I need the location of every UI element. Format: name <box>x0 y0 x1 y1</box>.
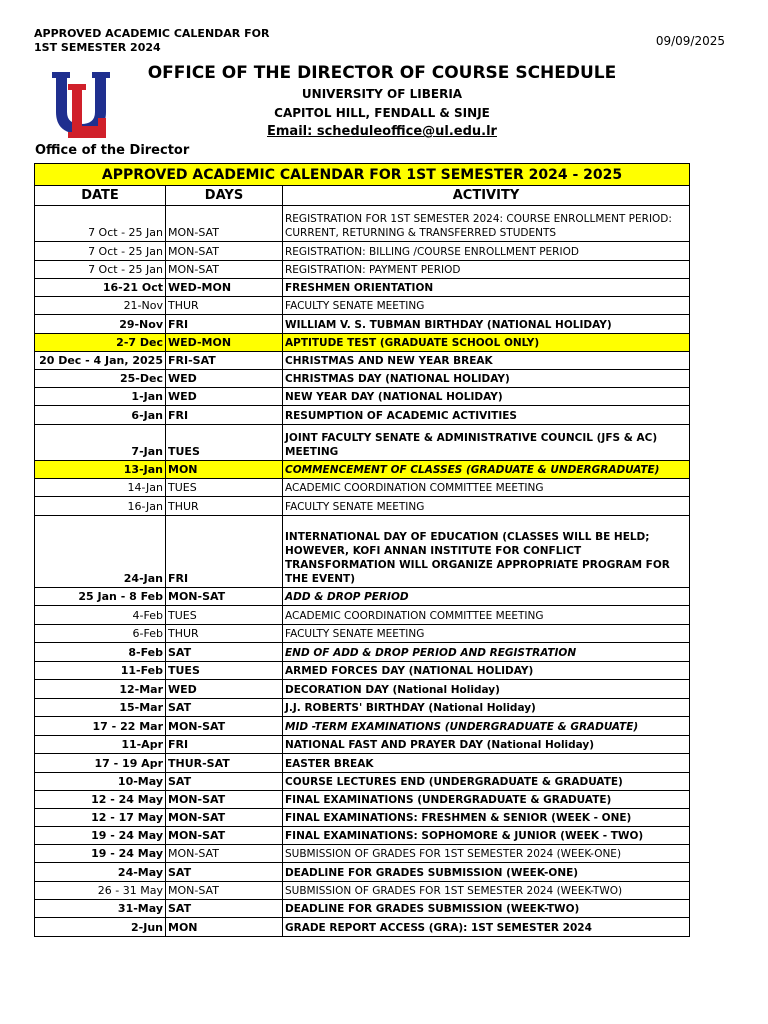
days-cell: MON-SAT <box>166 845 283 863</box>
date-cell: 19 - 24 May <box>35 845 166 863</box>
date-cell: 25 Jan - 8 Feb <box>35 588 166 606</box>
activity-cell: JOINT FACULTY SENATE & ADMINISTRATIVE COUNCIL (JFS & AC) MEETING <box>283 425 690 461</box>
table-row <box>35 754 690 773</box>
activity-cell: J.J. ROBERTS' BIRTHDAY (National Holiday) <box>283 699 690 717</box>
activity-cell: GRADE REPORT ACCESS (GRA): 1ST SEMESTER 2024 <box>283 918 690 937</box>
table-row <box>35 809 690 827</box>
table-row <box>35 479 690 497</box>
date-cell: 11-Feb <box>35 662 166 680</box>
activity-cell: WILLIAM V. S. TUBMAN BIRTHDAY (NATIONAL HOLIDAY) <box>283 315 690 334</box>
days-cell: MON-SAT <box>166 206 283 242</box>
date-cell: 19 - 24 May <box>35 827 166 845</box>
activity-cell: EASTER BREAK <box>283 754 690 773</box>
days-cell: WED-MON <box>166 334 283 352</box>
activity-cell: NEW YEAR DAY (NATIONAL HOLIDAY) <box>283 388 690 406</box>
activity-cell: CHRISTMAS DAY (NATIONAL HOLIDAY) <box>283 370 690 388</box>
activity-cell: DEADLINE FOR GRADES SUBMISSION (WEEK-ONE) <box>283 863 690 882</box>
email-link[interactable]: Email: scheduleoffice@ul.edu.lr <box>267 124 497 139</box>
days-cell: TUES <box>166 425 283 461</box>
days-cell: FRI <box>166 516 283 588</box>
table-row <box>35 334 690 352</box>
university-name: UNIVERSITY OF LIBERIA <box>301 87 463 101</box>
activity-cell: FACULTY SENATE MEETING <box>283 625 690 643</box>
activity-cell: REGISTRATION: PAYMENT PERIOD <box>283 261 690 279</box>
table-row <box>35 261 690 279</box>
table-row <box>35 773 690 791</box>
activity-cell: MID -TERM EXAMINATIONS (UNDERGRADUATE & GRADUATE) <box>283 717 690 736</box>
days-cell: MON <box>166 918 283 937</box>
activity-cell: DECORATION DAY (National Holiday) <box>283 680 690 699</box>
table-row <box>35 699 690 717</box>
date-cell: 7-Jan <box>35 425 166 461</box>
days-cell: SAT <box>166 900 283 918</box>
activity-cell: ACADEMIC COORDINATION COMMITTEE MEETING <box>283 606 690 625</box>
activity-cell: FRESHMEN ORIENTATION <box>283 279 690 297</box>
activity-cell: REGISTRATION: BILLING /COURSE ENROLLMENT PERIOD <box>283 242 690 261</box>
days-cell: WED <box>166 388 283 406</box>
days-cell: MON-SAT <box>166 261 283 279</box>
days-cell: THUR <box>166 497 283 516</box>
activity-cell: DEADLINE FOR GRADES SUBMISSION (WEEK-TWO) <box>283 900 690 918</box>
days-cell: WED <box>166 370 283 388</box>
date-cell: 26 - 31 May <box>35 882 166 900</box>
table-row <box>35 516 690 588</box>
activity-cell: COMMENCEMENT OF CLASSES (GRADUATE & UNDERGRADUATE) <box>283 461 690 479</box>
table-row <box>35 497 690 516</box>
table-row <box>35 206 690 242</box>
days-cell: SAT <box>166 863 283 882</box>
table-row <box>35 717 690 736</box>
document-heading <box>34 27 269 55</box>
date-cell: 8-Feb <box>35 643 166 662</box>
table-row <box>35 370 690 388</box>
days-cell: MON-SAT <box>166 791 283 809</box>
days-cell: TUES <box>166 662 283 680</box>
table-title: APPROVED ACADEMIC CALENDAR FOR 1ST SEMESTER 2024 - 2025 <box>35 164 690 186</box>
table-row <box>35 425 690 461</box>
days-cell: MON-SAT <box>166 717 283 736</box>
days-cell: MON-SAT <box>166 588 283 606</box>
date-cell: 17 - 19 Apr <box>35 754 166 773</box>
date-cell: 12-Mar <box>35 680 166 699</box>
days-cell: MON-SAT <box>166 809 283 827</box>
days-cell: MON-SAT <box>166 242 283 261</box>
table-header-row <box>35 186 690 206</box>
days-cell: FRI <box>166 406 283 425</box>
activity-cell: CHRISTMAS AND NEW YEAR BREAK <box>283 352 690 370</box>
office-label: Office of the Director <box>35 143 190 158</box>
print-date: 09/09/2025 <box>655 34 725 48</box>
days-cell: MON-SAT <box>166 827 283 845</box>
table-row <box>35 606 690 625</box>
date-cell: 14-Jan <box>35 479 166 497</box>
table-row <box>35 388 690 406</box>
days-cell: FRI <box>166 736 283 754</box>
days-cell: FRI-SAT <box>166 352 283 370</box>
date-cell: 25-Dec <box>35 370 166 388</box>
days-cell: THUR-SAT <box>166 754 283 773</box>
table-row <box>35 315 690 334</box>
date-cell: 24-Jan <box>35 516 166 588</box>
days-cell: WED-MON <box>166 279 283 297</box>
date-cell: 1-Jan <box>35 388 166 406</box>
date-cell: 11-Apr <box>35 736 166 754</box>
date-cell: 6-Feb <box>35 625 166 643</box>
heading-line-2: 1ST SEMESTER 2024 <box>34 41 161 54</box>
date-cell: 12 - 24 May <box>35 791 166 809</box>
activity-cell: END OF ADD & DROP PERIOD AND REGISTRATION <box>283 643 690 662</box>
date-cell: 10-May <box>35 773 166 791</box>
activity-cell: SUBMISSION OF GRADES FOR 1ST SEMESTER 2024 (WEEK-ONE) <box>283 845 690 863</box>
activity-cell: INTERNATIONAL DAY OF EDUCATION (CLASSES WILL BE HELD; HOWEVER, KOFI ANNAN INSTITUTE FOR CONFLICT TRANSFORMATION WILL ORGANIZE APPROPRIATE PROGRAM FOR THE EVENT) <box>283 516 690 588</box>
table-row <box>35 900 690 918</box>
table-row <box>35 242 690 261</box>
date-cell: 31-May <box>35 900 166 918</box>
activity-cell: FACULTY SENATE MEETING <box>283 297 690 315</box>
activity-cell: APTITUDE TEST (GRADUATE SCHOOL ONLY) <box>283 334 690 352</box>
date-cell: 16-Jan <box>35 497 166 516</box>
days-cell: SAT <box>166 773 283 791</box>
table-row <box>35 643 690 662</box>
days-cell: SAT <box>166 643 283 662</box>
days-cell: THUR <box>166 297 283 315</box>
date-cell: 15-Mar <box>35 699 166 717</box>
table-row <box>35 680 690 699</box>
days-cell: TUES <box>166 606 283 625</box>
column-header-days: DAYS <box>166 186 283 206</box>
table-row <box>35 297 690 315</box>
date-cell: 29-Nov <box>35 315 166 334</box>
date-cell: 2-7 Dec <box>35 334 166 352</box>
heading-line-1: APPROVED ACADEMIC CALENDAR FOR <box>34 27 270 40</box>
activity-cell: NATIONAL FAST AND PRAYER DAY (National Holiday) <box>283 736 690 754</box>
table-row <box>35 352 690 370</box>
table-row <box>35 625 690 643</box>
days-cell: MON-SAT <box>166 882 283 900</box>
activity-cell: ARMED FORCES DAY (NATIONAL HOLIDAY) <box>283 662 690 680</box>
table-row <box>35 736 690 754</box>
activity-cell: FINAL EXAMINATIONS: FRESHMEN & SENIOR (WEEK - ONE) <box>283 809 690 827</box>
date-cell: 17 - 22 Mar <box>35 717 166 736</box>
activity-cell: FINAL EXAMINATIONS: SOPHOMORE & JUNIOR (WEEK - TWO) <box>283 827 690 845</box>
table-title-row <box>35 164 690 186</box>
table-row <box>35 882 690 900</box>
days-cell: SAT <box>166 699 283 717</box>
activity-cell: ADD & DROP PERIOD <box>283 588 690 606</box>
column-header-activity: ACTIVITY <box>283 186 690 206</box>
table-row <box>35 588 690 606</box>
table-row <box>35 791 690 809</box>
days-cell: MON <box>166 461 283 479</box>
activity-cell: FINAL EXAMINATIONS (UNDERGRADUATE & GRADUATE) <box>283 791 690 809</box>
activity-cell: COURSE LECTURES END (UNDERGRADUATE & GRADUATE) <box>283 773 690 791</box>
date-cell: 6-Jan <box>35 406 166 425</box>
calendar-table <box>34 163 690 937</box>
table-row <box>35 863 690 882</box>
date-cell: 13-Jan <box>35 461 166 479</box>
date-cell: 12 - 17 May <box>35 809 166 827</box>
table-row <box>35 406 690 425</box>
activity-cell: SUBMISSION OF GRADES FOR 1ST SEMESTER 2024 (WEEK-TWO) <box>283 882 690 900</box>
date-cell: 24-May <box>35 863 166 882</box>
date-cell: 4-Feb <box>35 606 166 625</box>
table-row <box>35 662 690 680</box>
table-row <box>35 279 690 297</box>
table-row <box>35 461 690 479</box>
days-cell: THUR <box>166 625 283 643</box>
office-title: OFFICE OF THE DIRECTOR OF COURSE SCHEDULE <box>147 63 617 83</box>
days-cell: TUES <box>166 479 283 497</box>
date-cell: 7 Oct - 25 Jan <box>35 242 166 261</box>
date-cell: 2-Jun <box>35 918 166 937</box>
campus-locations: CAPITOL HILL, FENDALL & SINJE <box>274 106 490 120</box>
date-cell: 16-21 Oct <box>35 279 166 297</box>
activity-cell: FACULTY SENATE MEETING <box>283 497 690 516</box>
activity-cell: RESUMPTION OF ACADEMIC ACTIVITIES <box>283 406 690 425</box>
days-cell: WED <box>166 680 283 699</box>
table-row <box>35 918 690 937</box>
activity-cell: REGISTRATION FOR 1ST SEMESTER 2024: COURSE ENROLLMENT PERIOD: CURRENT, RETURNING & TRANSFERRED STUDENTS <box>283 206 690 242</box>
days-cell: FRI <box>166 315 283 334</box>
activity-cell: ACADEMIC COORDINATION COMMITTEE MEETING <box>283 479 690 497</box>
column-header-date: DATE <box>35 186 166 206</box>
date-cell: 7 Oct - 25 Jan <box>35 206 166 242</box>
table-row <box>35 845 690 863</box>
date-cell: 7 Oct - 25 Jan <box>35 261 166 279</box>
date-cell: 21-Nov <box>35 297 166 315</box>
date-cell: 20 Dec - 4 Jan, 2025 <box>35 352 166 370</box>
table-row <box>35 827 690 845</box>
